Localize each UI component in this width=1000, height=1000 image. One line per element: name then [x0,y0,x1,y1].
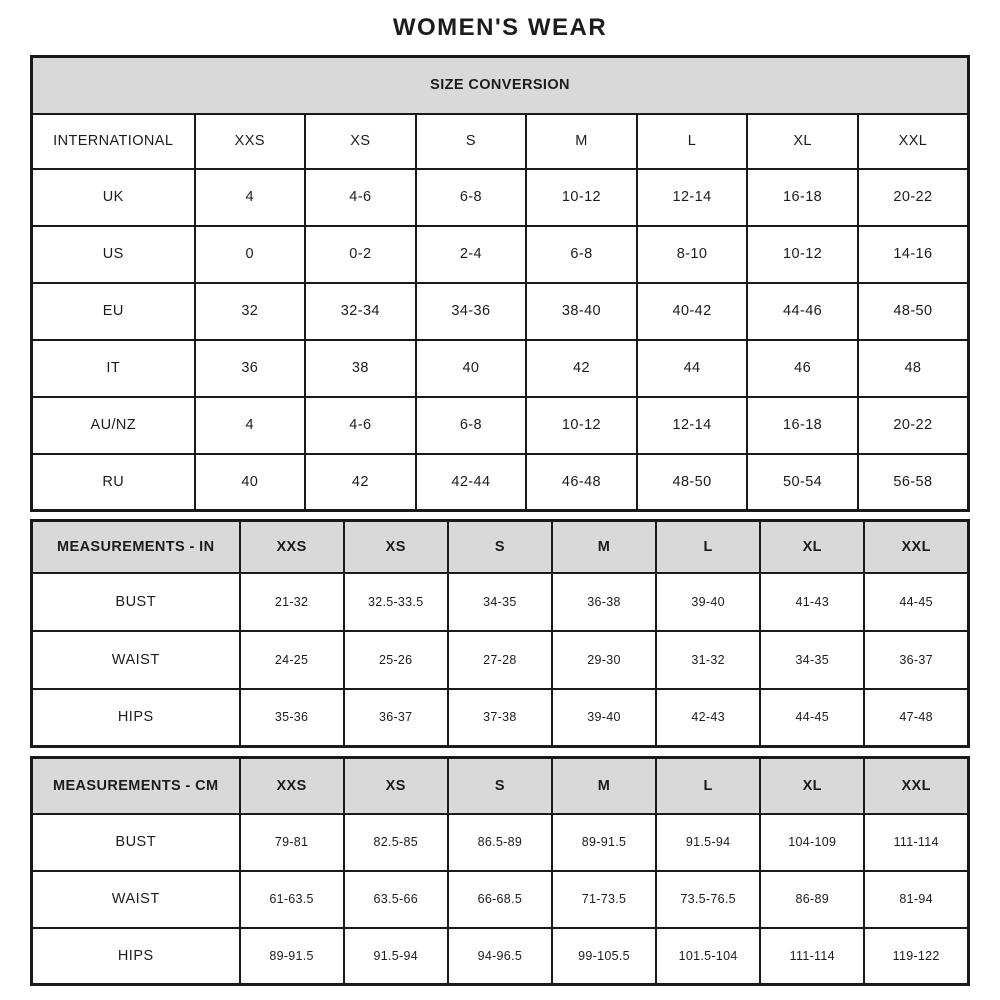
measure-cell: 71-73.5 [552,871,656,928]
row-label: BUST [32,573,240,631]
column-header-row [32,758,969,814]
measure-cell: 73.5-76.5 [656,871,760,928]
table-row [32,454,969,511]
table-row [32,814,969,871]
size-cell: 56-58 [858,454,969,511]
measure-cell: 29-30 [552,631,656,689]
measurements-cm-header: MEASUREMENTS - CM [32,758,240,814]
row-label: UK [32,169,195,226]
column-header: M [552,521,656,573]
measure-cell: 86.5-89 [448,814,552,871]
measure-cell: 44-45 [760,689,864,747]
table-row [32,871,969,928]
row-label: WAIST [32,871,240,928]
measure-cell: 34-35 [448,573,552,631]
measure-cell: 61-63.5 [240,871,344,928]
row-label: AU/NZ [32,397,195,454]
measure-cell: 34-35 [760,631,864,689]
measure-cell: 36-37 [344,689,448,747]
column-header: XS [344,521,448,573]
size-cell: 48-50 [858,283,969,340]
column-header: L [637,114,748,169]
measure-cell: 79-81 [240,814,344,871]
column-header: XL [760,521,864,573]
column-header: L [656,521,760,573]
measure-cell: 39-40 [552,689,656,747]
table-band-row [32,57,969,114]
column-header: INTERNATIONAL [32,114,195,169]
measure-cell: 39-40 [656,573,760,631]
measure-cell: 111-114 [864,814,968,871]
size-cell: 38 [305,340,416,397]
size-cell: 32 [195,283,306,340]
size-cell: 4-6 [305,397,416,454]
measure-cell: 24-25 [240,631,344,689]
column-header: XXS [240,521,344,573]
measure-cell: 99-105.5 [552,928,656,985]
size-cell: 4 [195,397,306,454]
size-cell: 0 [195,226,306,283]
table-row [32,226,969,283]
measurements-cm-table [30,756,970,986]
column-header: XL [747,114,858,169]
size-cell: 38-40 [526,283,637,340]
measure-cell: 104-109 [760,814,864,871]
size-cell: 6-8 [416,397,527,454]
column-header-row [32,114,969,169]
measure-cell: 94-96.5 [448,928,552,985]
column-header: L [656,758,760,814]
size-conversion-header: SIZE CONVERSION [32,57,969,114]
measure-cell: 101.5-104 [656,928,760,985]
size-cell: 42 [305,454,416,511]
column-header: XXL [864,521,968,573]
size-cell: 0-2 [305,226,416,283]
size-cell: 46 [747,340,858,397]
table-row [32,573,969,631]
table-row [32,397,969,454]
measure-cell: 91.5-94 [344,928,448,985]
size-cell: 10-12 [526,397,637,454]
table-row [32,340,969,397]
size-cell: 50-54 [747,454,858,511]
row-label: EU [32,283,195,340]
column-header: S [448,521,552,573]
measure-cell: 86-89 [760,871,864,928]
measure-cell: 89-91.5 [240,928,344,985]
table-row [32,928,969,985]
size-cell: 36 [195,340,306,397]
column-header: S [416,114,527,169]
size-cell: 8-10 [637,226,748,283]
measure-cell: 66-68.5 [448,871,552,928]
size-cell: 20-22 [858,169,969,226]
size-cell: 20-22 [858,397,969,454]
size-cell: 10-12 [747,226,858,283]
table-row [32,631,969,689]
size-cell: 12-14 [637,169,748,226]
size-cell: 42 [526,340,637,397]
page-title: WOMEN'S WEAR [392,13,608,41]
measure-cell: 111-114 [760,928,864,985]
size-cell: 12-14 [637,397,748,454]
column-header: XXL [858,114,969,169]
size-conversion-table [30,55,970,512]
measure-cell: 36-37 [864,631,968,689]
measurements-in-table [30,519,970,748]
size-cell: 40-42 [637,283,748,340]
size-cell: 2-4 [416,226,527,283]
column-header: XS [305,114,416,169]
size-cell: 32-34 [305,283,416,340]
table-row [32,689,969,747]
measure-cell: 91.5-94 [656,814,760,871]
measure-cell: 21-32 [240,573,344,631]
measure-cell: 25-26 [344,631,448,689]
table-row [32,283,969,340]
size-cell: 6-8 [416,169,527,226]
size-cell: 16-18 [747,397,858,454]
column-header: M [526,114,637,169]
row-label: RU [32,454,195,511]
size-cell: 16-18 [747,169,858,226]
column-header-row [32,521,969,573]
measure-cell: 36-38 [552,573,656,631]
column-header: M [552,758,656,814]
measurements-in-header: MEASUREMENTS - IN [32,521,240,573]
column-header: XS [344,758,448,814]
column-header: S [448,758,552,814]
size-cell: 42-44 [416,454,527,511]
measure-cell: 81-94 [864,871,968,928]
row-label: WAIST [32,631,240,689]
size-cell: 44 [637,340,748,397]
size-cell: 40 [416,340,527,397]
table-row [32,169,969,226]
measure-cell: 42-43 [656,689,760,747]
size-cell: 34-36 [416,283,527,340]
measure-cell: 47-48 [864,689,968,747]
size-cell: 4 [195,169,306,226]
measure-cell: 37-38 [448,689,552,747]
measure-cell: 44-45 [864,573,968,631]
row-label: HIPS [32,928,240,985]
column-header: XXS [195,114,306,169]
measure-cell: 35-36 [240,689,344,747]
measure-cell: 119-122 [864,928,968,985]
measure-cell: 41-43 [760,573,864,631]
row-label: IT [32,340,195,397]
measure-cell: 27-28 [448,631,552,689]
measure-cell: 89-91.5 [552,814,656,871]
size-cell: 14-16 [858,226,969,283]
measure-cell: 32.5-33.5 [344,573,448,631]
size-cell: 48-50 [637,454,748,511]
column-header: XXS [240,758,344,814]
size-cell: 6-8 [526,226,637,283]
column-header: XXL [864,758,968,814]
size-cell: 44-46 [747,283,858,340]
size-cell: 4-6 [305,169,416,226]
size-cell: 48 [858,340,969,397]
measure-cell: 31-32 [656,631,760,689]
measure-cell: 63.5-66 [344,871,448,928]
size-cell: 10-12 [526,169,637,226]
row-label: HIPS [32,689,240,747]
size-cell: 40 [195,454,306,511]
column-header: XL [760,758,864,814]
row-label: BUST [32,814,240,871]
row-label: US [32,226,195,283]
size-cell: 46-48 [526,454,637,511]
measure-cell: 82.5-85 [344,814,448,871]
